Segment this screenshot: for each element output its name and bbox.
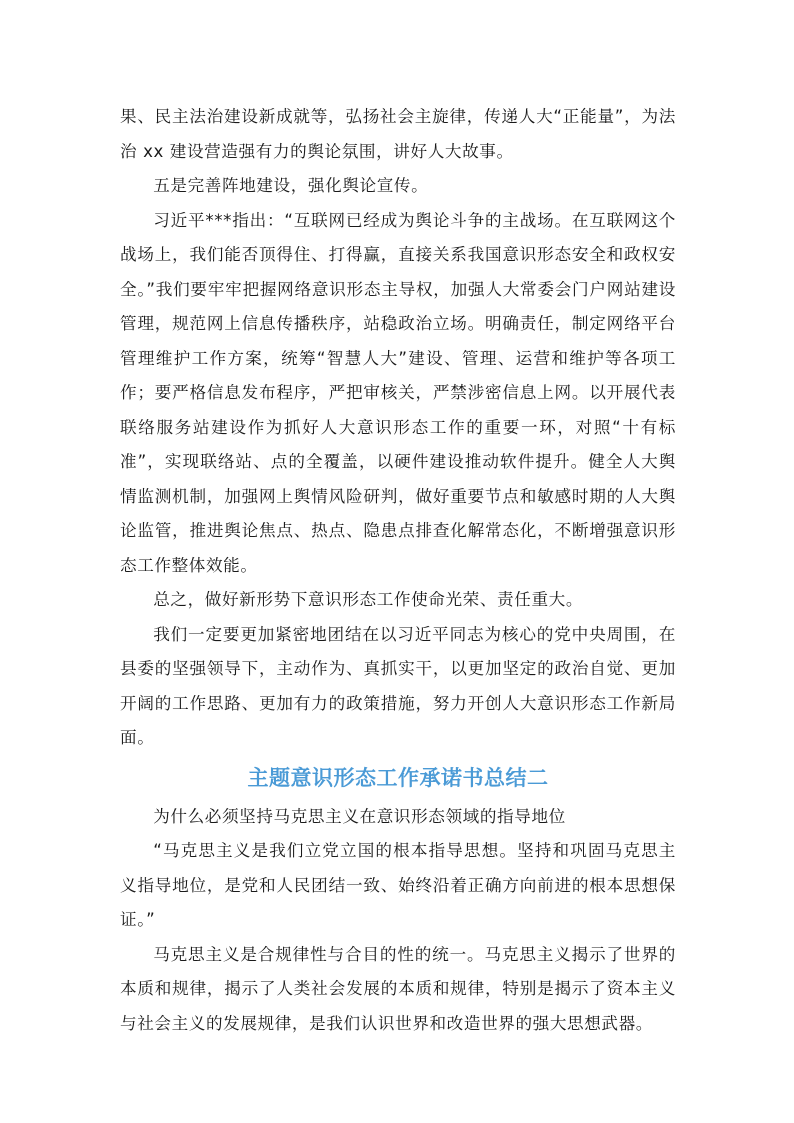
paragraph-unite: 我们一定要更加紧密地团结在以习近平同志为核心的党中央周围，在县委的坚强领导下，主动作为、真抓实干，以更加坚定的政治自觉、更加开阔的工作思路、更加有力的政策措施，努力开创人大意识形态工作新局面。 [120, 624, 676, 747]
paragraph-continuation: 果、民主法治建设新成就等，弘扬社会主旋律，传递人大“正能量”，为法治 xx 建设营造强有力的舆论氛围，讲好人大故事。 [120, 107, 676, 161]
paragraph-marxism-quote: “马克思主义是我们立党立国的根本指导思想。坚持和巩固马克思主义指导地位，是党和人民团结一致、始终沿着正确方向前进的根本思想保证。” [120, 841, 676, 929]
paragraph-internet-quote: 习近平***指出：“互联网已经成为舆论斗争的主战场。在互联网这个战场上，我们能否顶得住、打得赢，直接关系我国意识形态安全和政权安全。”我们要牢牢把握网络意识形态主导权，加强人大常委会门户网站建设管理，规范网上信息传播秩序，站稳政治立场。明确责任，制定网络平台管理维护工作方案，统筹“智慧人大”建设、管理、运营和维护等各项工作；要严格信息发布程序，严把审核关，严禁涉密信息上网。以开展代表联络服务站建设作为抓好人大意识形态工作的重要一环，对照“十有标准”，实现联络站、点的全覆盖，以硬件建设推动软件提升。健全人大舆情监测机制，加强网上舆情风险研判，做好重要节点和敏感时期的人大舆论监管，推进舆论焦点、热点、隐患点排查化解常态化，不断增强意识形态工作整体效能。 [120, 210, 676, 575]
document-body [120, 100, 676, 1041]
paragraph-question: 为什么必须坚持马克思主义在意识形态领域的指导地位 [153, 806, 566, 826]
paragraph-conclusion: 总之，做好新形势下意识形态工作使命光荣、责任重大。 [153, 590, 584, 609]
section-heading: 主题意识形态工作承诺书总结二 [247, 764, 549, 790]
paragraph-marxism-unity: 马克思主义是合规律性与合目的性的统一。马克思主义揭示了世界的本质和规律，揭示了人类社会发展的本质和规律，特别是揭示了资本主义与社会主义的发展规律，是我们认识世界和改造世界的强大思想武器。 [120, 944, 676, 1033]
paragraph-point-five: 五是完善阵地建设，强化舆论宣传。 [153, 176, 429, 195]
